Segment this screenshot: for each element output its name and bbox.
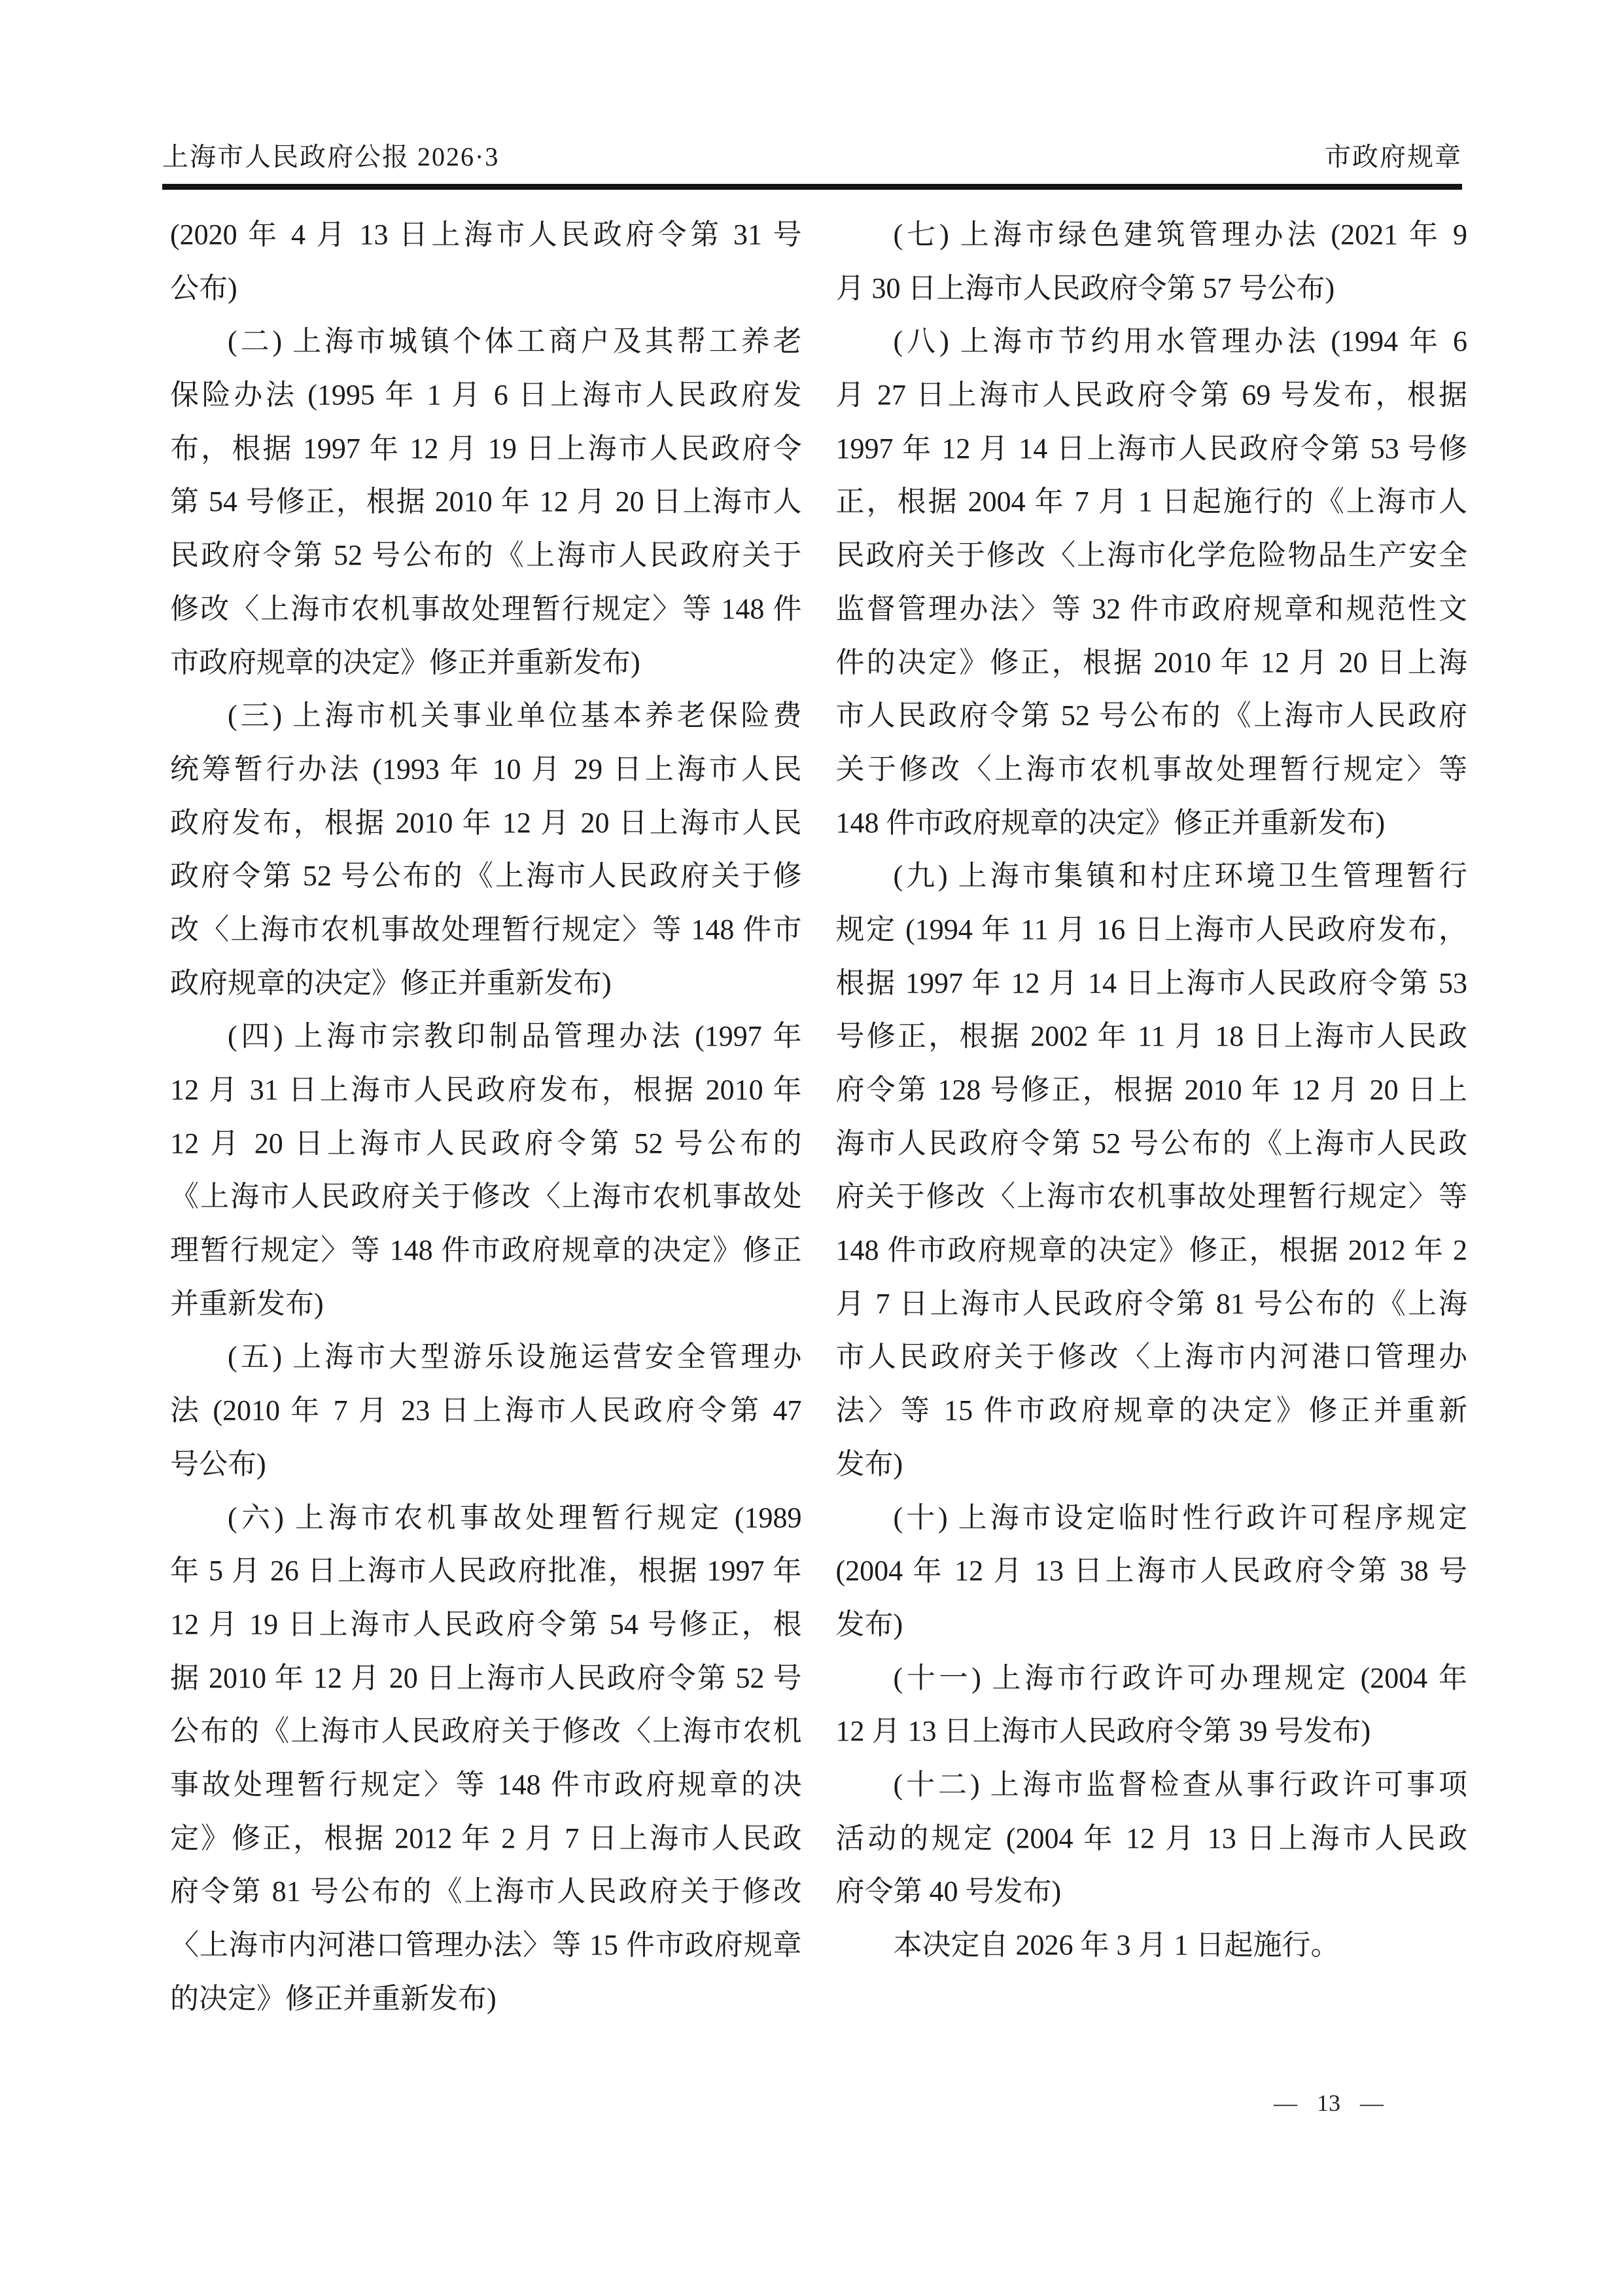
text-line: 政府发布，根据 2010 年 12 月 20 日上海市人民	[170, 806, 802, 839]
text-line: 市人民政府关于修改〈上海市内河港口管理办	[835, 1341, 1467, 1373]
page-footer	[1274, 2089, 1384, 2117]
text-line: 市政府规章的决定》修正并重新发布)	[170, 646, 640, 679]
text-line: 规定 (1994 年 11 月 16 日上海市人民政府发布，	[835, 913, 1467, 945]
text-line: 件的决定》修正，根据 2010 年 12 月 20 日上海	[835, 646, 1467, 679]
text-line: (二) 上海市城镇个体工商户及其帮工养老	[228, 325, 802, 358]
column-right	[836, 208, 1468, 2025]
text-line: 事故处理暂行规定〉等 148 件市政府规章的决	[170, 1768, 802, 1801]
text-line: (六) 上海市农机事故处理暂行规定 (1989	[228, 1501, 802, 1534]
text-line: (五) 上海市大型游乐设施运营安全管理办	[228, 1341, 802, 1373]
text-line: (2004 年 12 月 13 日上海市人民政府令第 38 号	[835, 1555, 1467, 1587]
text-line: (十一) 上海市行政许可办理规定 (2004 年	[893, 1661, 1467, 1694]
text-line: 民政府令第 52 号公布的《上海市人民政府关于	[170, 539, 802, 572]
text-line: 布，根据 1997 年 12 月 19 日上海市人民政府令	[170, 432, 802, 465]
text-line: 根据 1997 年 12 月 14 日上海市人民政府令第 53	[835, 966, 1467, 999]
text-line: 据 2010 年 12 月 20 日上海市人民政府令第 52 号	[170, 1661, 802, 1694]
text-line: 保险办法 (1995 年 1 月 6 日上海市人民政府发	[170, 379, 802, 412]
text-line: 148 件市政府规章的决定》修正，根据 2012 年 2	[835, 1234, 1467, 1267]
body-columns	[170, 208, 1467, 2025]
text-line: (三) 上海市机关事业单位基本养老保险费	[228, 699, 802, 732]
text-line: 公布的《上海市人民政府关于修改〈上海市农机	[170, 1715, 802, 1748]
footer-dash-right: —	[1360, 2090, 1384, 2116]
text-line: 定》修正，根据 2012 年 2 月 7 日上海市人民政	[170, 1822, 802, 1854]
text-line: 法 (2010 年 7 月 23 日上海市人民政府令第 47	[170, 1394, 802, 1427]
text-line: 府令第 81 号公布的《上海市人民政府关于修改	[170, 1875, 802, 1908]
text-line: 号公布)	[170, 1447, 266, 1480]
text-line: 府令第 40 号发布)	[835, 1875, 1062, 1908]
journal-title: 上海市人民政府公报 2026·3	[162, 142, 500, 171]
text-line: 〈上海市内河港口管理办法〉等 15 件市政府规章	[170, 1929, 802, 1961]
text-line: 本决定自 2026 年 3 月 1 日起施行。	[893, 1929, 1340, 1961]
text-line: 正，根据 2004 年 7 月 1 日起施行的《上海市人	[835, 486, 1467, 518]
text-line: 并重新发布)	[170, 1287, 324, 1320]
text-line: 统筹暂行办法 (1993 年 10 月 29 日上海市人民	[170, 752, 802, 785]
text-line: 府关于修改〈上海市农机事故处理暂行规定〉等	[835, 1180, 1467, 1213]
text-line: 1997 年 12 月 14 日上海市人民政府令第 53 号修	[835, 432, 1467, 465]
page-number: 13	[1317, 2090, 1340, 2116]
text-line: (八) 上海市节约用水管理办法 (1994 年 6	[893, 325, 1467, 358]
text-line: 监督管理办法〉等 32 件市政府规章和规范性文	[835, 592, 1467, 625]
text-line: 民政府关于修改〈上海市化学危险物品生产安全	[835, 539, 1467, 572]
footer-dash-left: —	[1274, 2090, 1297, 2116]
text-line: 关于修改〈上海市农机事故处理暂行规定〉等	[835, 752, 1467, 785]
text-line: 政府令第 52 号公布的《上海市人民政府关于修	[170, 860, 802, 892]
text-line: 年 5 月 26 日上海市人民政府批准，根据 1997 年	[170, 1555, 802, 1587]
column-left	[170, 208, 802, 2025]
page-header	[162, 136, 1462, 173]
text-line: 12 月 20 日上海市人民政府令第 52 号公布的	[170, 1127, 802, 1159]
header-rule-divider	[162, 184, 1462, 190]
text-line: 号修正，根据 2002 年 11 月 18 日上海市人民政	[835, 1020, 1467, 1053]
text-line: (七) 上海市绿色建筑管理办法 (2021 年 9	[893, 219, 1467, 251]
text-line: 的决定》修正并重新发布)	[170, 1982, 497, 2015]
text-line: (四) 上海市宗教印制品管理办法 (1997 年	[228, 1020, 802, 1053]
section-title: 市政府规章	[1325, 142, 1462, 171]
text-line: 海市人民政府令第 52 号公布的《上海市人民政	[835, 1127, 1467, 1159]
text-line: 148 件市政府规章的决定》修正并重新发布)	[835, 806, 1386, 839]
text-line: 修改〈上海市农机事故处理暂行规定〉等 148 件	[170, 592, 802, 625]
text-line: 改〈上海市农机事故处理暂行规定〉等 148 件市	[170, 913, 802, 945]
text-line: 12 月 31 日上海市人民政府发布，根据 2010 年	[170, 1074, 802, 1106]
text-line: 法〉等 15 件市政府规章的决定》修正并重新	[835, 1394, 1467, 1427]
text-line: 理暂行规定〉等 148 件市政府规章的决定》修正	[170, 1234, 802, 1267]
text-line: 公布)	[170, 272, 237, 304]
text-line: 府令第 128 号修正，根据 2010 年 12 月 20 日上	[835, 1074, 1467, 1106]
text-line: (十二) 上海市监督检查从事行政许可事项	[893, 1768, 1467, 1801]
text-line: (2020 年 4 月 13 日上海市人民政府令第 31 号	[170, 219, 802, 251]
text-line: 月 30 日上海市人民政府令第 57 号公布)	[835, 272, 1335, 304]
text-line: 第 54 号修正，根据 2010 年 12 月 20 日上海市人	[170, 486, 802, 518]
text-line: 市人民政府令第 52 号公布的《上海市人民政府	[835, 699, 1467, 732]
text-line: 月 7 日上海市人民政府令第 81 号公布的《上海	[835, 1287, 1467, 1320]
text-line: 发布)	[835, 1447, 903, 1480]
text-line: 活动的规定 (2004 年 12 月 13 日上海市人民政	[835, 1822, 1467, 1854]
text-line: 发布)	[835, 1608, 903, 1640]
text-line: 12 月 19 日上海市人民政府令第 54 号修正，根	[170, 1608, 802, 1640]
text-line: 月 27 日上海市人民政府令第 69 号发布，根据	[835, 379, 1467, 412]
text-line: (十) 上海市设定临时性行政许可程序规定	[893, 1501, 1467, 1534]
text-line: 《上海市人民政府关于修改〈上海市农机事故处	[170, 1180, 802, 1213]
text-line: 12 月 13 日上海市人民政府令第 39 号发布)	[835, 1715, 1371, 1748]
text-line: 政府规章的决定》修正并重新发布)	[170, 966, 612, 999]
text-line: (九) 上海市集镇和村庄环境卫生管理暂行	[893, 860, 1467, 892]
